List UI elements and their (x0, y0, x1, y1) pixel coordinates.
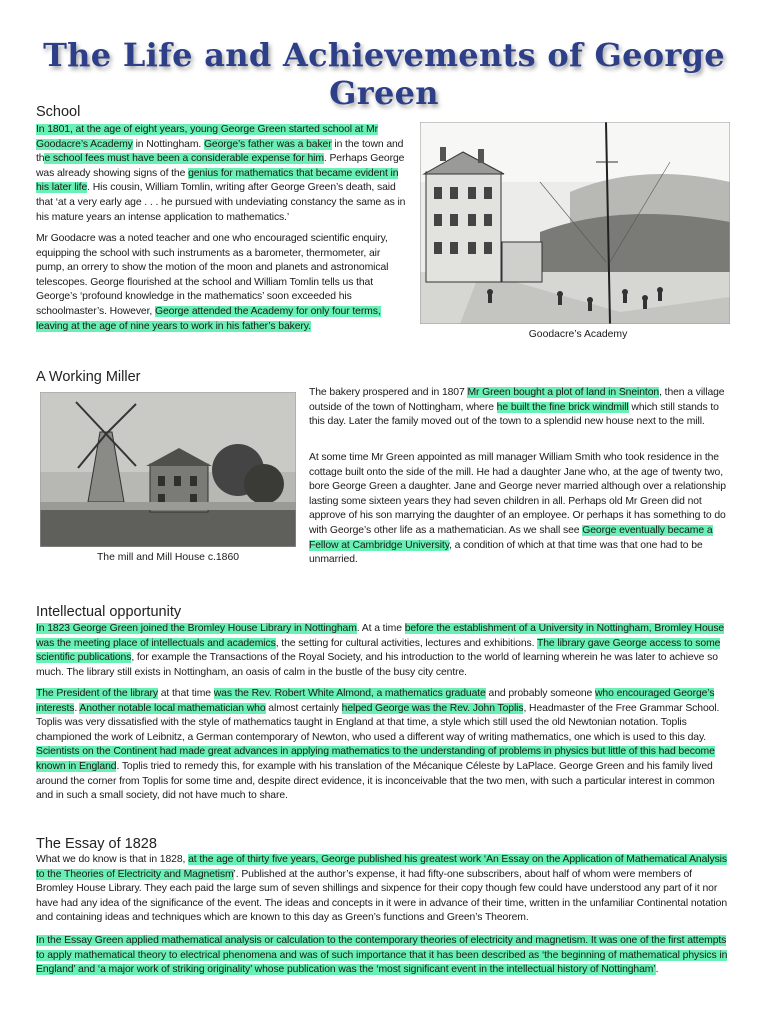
text-run: . At a time (356, 623, 405, 634)
highlighted-text: The library gave George access to some scientific publications (36, 637, 721, 664)
highlighted-text: e school fees must have been a considerable expense for him (44, 153, 324, 165)
text-run: , a condition of which at that time was that one had to be unmarried. (309, 539, 703, 566)
highlighted-text: he built the fine brick windmill (496, 401, 629, 413)
page-title: The Life and Achievements of George Green (43, 36, 725, 112)
highlighted-text: George’s father was a baker (203, 138, 332, 150)
text-run: , for example the Transactions of the Royal Society, and his introduction to the world of learning wherein he was later to achieve so much. The library still exists in Nottingham, an oasis of calm in the bustle of the busy city centre. (36, 652, 718, 678)
highlighted-text: Mr Green bought a plot of land in Sneinton (467, 387, 660, 398)
highlighted-text: George attended the Academy for only four terms, leaving at the age of nine years to work in his father’s bakery. (36, 305, 381, 332)
highlighted-text: Scientists on the Continent had made great advances in applying mathematics to the understanding of problems in physics but little of this had become known in England (36, 746, 715, 772)
section-heading-intellectual: Intellectual opportunity (36, 604, 182, 620)
text-run: , Headmaster of the Free Grammar School. Toplis was very dissatisfied with the style of mathematics taught in England at that time, a style which still used the old Newtonian notation. Toplis championed the work of Leibnitz, a German contemporary of Newton, who used a different way of writing mathematics, one which is used to this day. (36, 702, 720, 743)
text-run: almost certainly (265, 702, 342, 714)
highlighted-text: before the establishment of a University in Nottingham, Bromley House was the meeting place of intellectuals and academics (36, 623, 725, 649)
mill-house-image (40, 392, 296, 547)
mill-house-caption: The mill and Mill House c.1860 (96, 552, 240, 563)
text-run: ’. Published at the author’s expense, it had fifty-one subscribers, about half of whom were members of Bromley House Library. They each paid the large sum of seven shillings and sixpence for their copy though few could have understood any part of it nor have had any idea of the significance of the event. The ideas and concepts in it were in advance of their time, written in the unfamiliar Continental notation and containing ideas and techniques which are known to this day as Green’s functions and Green’s Theorem. (36, 868, 728, 924)
intellectual-paragraph-1 (36, 622, 732, 680)
text-run: , the setting for cultural activities, lectures and exhibitions. (275, 637, 537, 649)
highlighted-text: who encouraged George’s interests (36, 688, 715, 714)
text-run: The bakery prospered and in 1807 (309, 387, 468, 398)
highlighted-text: In 1801, at the age of eight years, young George Green started school at Mr Goodacre’s Academy (36, 124, 378, 150)
goodacres-academy-caption: Goodacre’s Academy (528, 329, 628, 340)
highlighted-text: George eventually became a Fellow at Cambridge University (309, 524, 713, 551)
text-run: in the town and th (36, 138, 404, 165)
essay-paragraph-2 (36, 934, 732, 978)
essay-paragraph-1 (36, 853, 732, 926)
text-run: . (655, 964, 659, 976)
text-run: . His cousin, William Tomlin, writing after George Green’s death, said that ‘at a very early age . . . he pursued with undeviating constancy the same as in his mature years an intense application to mathematics.’ (36, 182, 406, 223)
section-heading-miller: A Working Miller (36, 369, 141, 385)
text-run: . Perhaps George was already showing signs of the (36, 153, 405, 179)
school-paragraph-1 (36, 123, 406, 225)
highlighted-text: helped George was the Rev. John Toplis (341, 702, 524, 714)
highlighted-text: Another notable local mathematician who (79, 702, 266, 714)
highlighted-text: at the age of thirty five years, George published his greatest work ‘An Essay on the Application of Mathematical Analysis to the Theories of Electricity and Magnetism (36, 854, 727, 880)
text-run: What we do know is that in 1828, (36, 854, 189, 865)
highlighted-text: The President of the library (36, 688, 158, 699)
section-heading-essay: The Essay of 1828 (36, 836, 157, 852)
highlighted-text: was the Rev. Robert White Almond, a mathematics graduate (213, 688, 486, 699)
text-run: , then a village outside of the town of Nottingham, where (309, 387, 725, 413)
highlighted-text: In the Essay Green applied mathematical analysis or calculation to the contemporary theories of electricity and magnetism. It was one of the first attempts to apply mathematical theory to electrical phenomena and was of such importance that it has been described as ‘the beginning of mathematical physics in England’ and ‘a major work of striking originality’ whose publication was the ‘most significant event in the intellectual history of Nottingham’ (36, 935, 728, 976)
text-run: at that time (157, 688, 214, 699)
text-run: At some time Mr Green appointed as mill manager William Smith who took residence in the cottage built onto the side of the mill. He had a daughter Jane who, at the age of twenty two, bore George Green a daughter. Jane and George never married although over a relationship lasting some sixteen years they had seven children in all. Perhaps old Mr Green did not approve of his son marrying the daughter of an employee. Or perhaps it has something to do with George’s other life as a mathematician. As we shall see (309, 452, 726, 536)
text-run: in Nottingham. (132, 138, 204, 150)
goodacres-academy-image (420, 122, 730, 324)
text-run: and probably someone (485, 688, 596, 699)
intellectual-paragraph-2 (36, 687, 732, 804)
school-paragraph-2 (36, 232, 406, 334)
highlighted-text: In 1823 George Green joined the Bromley House Library in Nottingham (36, 623, 357, 634)
section-heading-school: School (36, 104, 81, 120)
highlighted-text: genius for mathematics that became evident in his later life (36, 167, 399, 194)
text-run: Mr Goodacre was a noted teacher and one who encouraged scientific enquiry, equipping the school with such instruments as a barometer, thermometer, air pump, an orrery to show the motion of the moon and planets and astronomical telescopes. George flourished at the school and William Tomlin tells us that George’s ‘profound knowledge in the mathematics’ soon exceeded his schoolmaster’s. However, (36, 233, 389, 317)
text-run: . Toplis tried to remedy this, for example with his translation of the Mécanique Céleste by LaPlace. George Green and his family lived around the corner from Toplis for some time and, despite direct evidence, it is inconceivable that the two men, with such a particular interest in common and in such a small society, did not have much to share. (36, 760, 715, 802)
miller-paragraph-1 (309, 386, 731, 430)
miller-paragraph-2 (309, 451, 731, 568)
text-run: . (74, 702, 80, 714)
text-run: which still stands to this day. Later the family moved out of the town to a splendid new house next to the mill. (309, 401, 719, 428)
